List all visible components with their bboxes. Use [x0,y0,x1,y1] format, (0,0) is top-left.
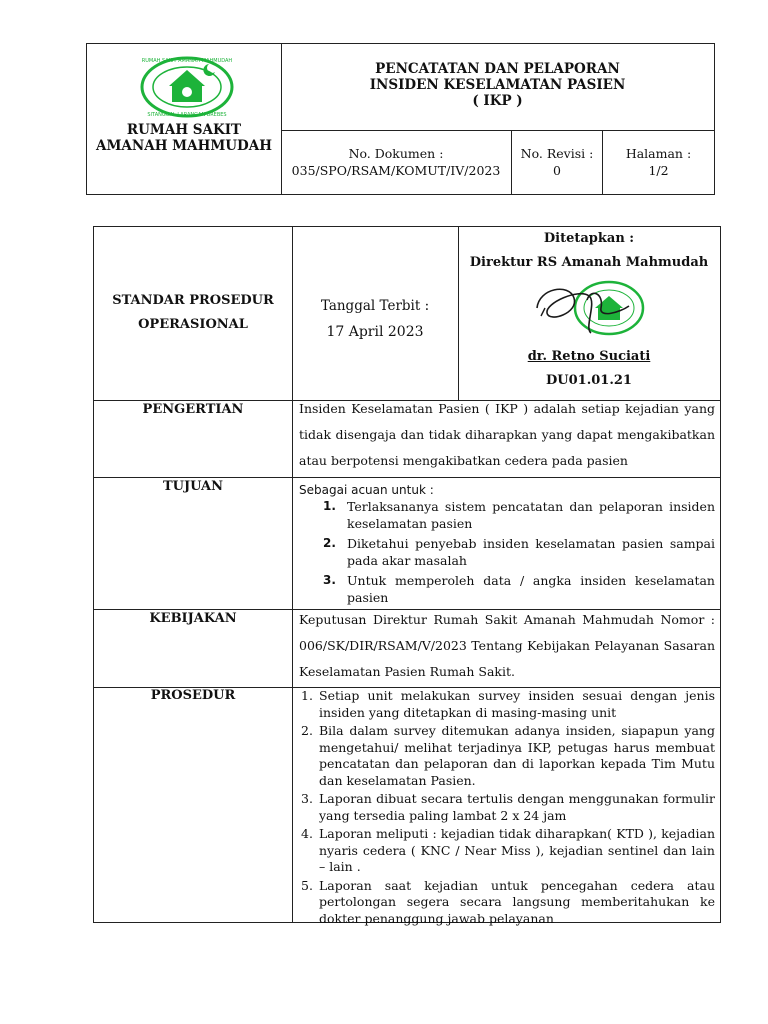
revision-cell [512,130,603,194]
sop-type-label [94,289,292,337]
document-number-cell [281,130,512,194]
tujuan-label: TUJUAN [162,479,224,494]
tujuan-list [299,499,715,606]
director-title: Direktur RS Amanah Mahmudah [469,255,709,270]
revision-value: 0 [553,163,561,178]
document-header [86,43,715,195]
tujuan-item [299,499,715,532]
prosedur-item [299,791,715,824]
tujuan-item [299,536,715,569]
page-value: 1/2 [648,163,669,178]
kebijakan-text: Keputusan Direktur Rumah Sakit Amanah Mahmudah Nomor : 006/SK/DIR/RSAM/V/2023 Tentang Kebijakan Pelayanan Sasaran Keselamatan Pasien Rumah Sakit. [299,612,715,679]
prosedur-item-number: 3. [301,791,313,806]
org-name-line2: AMANAH MAHMUDAH [96,138,272,154]
issue-date-label: Tanggal Terbit : [320,298,430,314]
sop-type-line2: OPERASIONAL [138,317,248,332]
tujuan-item-number: 3. [323,573,336,587]
kebijakan-label: KEBIJAKAN [149,611,237,626]
prosedur-item-number: 4. [301,826,313,841]
prosedur-item-number: 2. [301,723,313,738]
prosedur-content [299,688,715,929]
prosedur-item [299,878,715,928]
prosedur-item [299,723,715,789]
title-line1: PENCATATAN DAN PELAPORAN [375,61,620,77]
pengertian-label: PENGERTIAN [142,402,244,417]
prosedur-item-number: 5. [301,877,313,893]
pengertian-text: Insiden Keselamatan Pasien ( IKP ) adalah setiap kejadian yang tidak disengaja dan tidak diharapkan yang dapat mengakibatkan atau berpotensi mengakibatkan cedera pada pasien [299,401,715,468]
title-line2: INSIDEN KESELAMATAN PASIEN [369,77,626,93]
prosedur-item-number: 1. [301,688,313,703]
tujuan-item-text: Untuk memperoleh data / angka insiden keselamatan pasien [347,573,715,605]
prosedur-item-text: Laporan meliputi : kejadian tidak diharapkan( KTD ), kejadian nyaris cedera ( KNC / Near Miss ), kejadian sentinel dan lain – lain . [319,826,715,874]
document-title-cell [281,44,714,131]
tujuan-item [299,573,715,606]
logo-ring-text-bottom: SITANGGAL LARANGAN BREBES [147,112,227,118]
tujuan-content [299,481,715,610]
prosedur-item-text: Laporan saat kejadian untuk pencegahan cedera atau pertolongan segera secara langsung memberitahukan ke dokter penanggung jawab pelayanan [319,877,715,926]
page-label: Halaman : [625,146,692,161]
approval-cell [458,227,720,400]
prosedur-item [299,688,715,721]
prosedur-item-text: Laporan dibuat secara tertulis dengan menggunakan formulir yang tersedia paling lambat 2 x 24 jam [319,791,715,823]
logo-ring-text-top: RUMAH SAKIT AMANAH MAHMUDAH [141,58,233,64]
revision-label: No. Revisi : [520,146,594,161]
hospital-logo-icon [139,56,235,118]
prosedur-item [299,826,715,876]
tujuan-intro: Sebagai acuan untuk : [299,483,434,497]
sop-table [93,226,721,926]
director-id: DU01.01.21 [546,373,632,388]
prosedur-item-text: Bila dalam survey ditemukan adanya insiden, siapapun yang mengetahui/ melihat terjadinya IKP, petugas harus membuat pencatatan dan pelaporan dan di laporkan kepada Tim Mutu dan keselamatan Pasien. [319,723,715,788]
title-line3: ( IKP ) [472,93,523,109]
director-name: dr. Retno Suciati [527,349,651,364]
tujuan-item-number: 1. [323,499,336,513]
organization-name [87,122,281,154]
issue-date-cell [292,293,458,345]
tujuan-item-text: Terlaksananya sistem pencatatan dan pelaporan insiden keselamatan pasien [347,499,715,531]
signature-stamp-icon [529,278,649,340]
issue-date-value: 17 April 2023 [326,324,424,340]
sop-type-line1: STANDAR PROSEDUR [112,293,274,308]
page-cell [603,130,714,194]
prosedur-label: PROSEDUR [150,688,236,703]
org-name-line1: RUMAH SAKIT [126,122,242,138]
prosedur-item-text: Setiap unit melakukan survey insiden sesuai dengan jenis insiden yang ditetapkan di masing-masing unit [319,688,715,720]
tujuan-item-number: 2. [323,536,336,550]
doc-number-label: No. Dokumen : [348,146,444,161]
doc-number-value: 035/SPO/RSAM/KOMUT/IV/2023 [291,163,501,178]
row-divider [94,477,720,478]
prosedur-list [299,688,715,927]
hospital-identity-cell [87,44,282,194]
tujuan-item-text: Diketahui penyebab insiden keselamatan pasien sampai pada akar masalah [347,536,715,568]
set-by-label: Ditetapkan : [543,231,635,246]
